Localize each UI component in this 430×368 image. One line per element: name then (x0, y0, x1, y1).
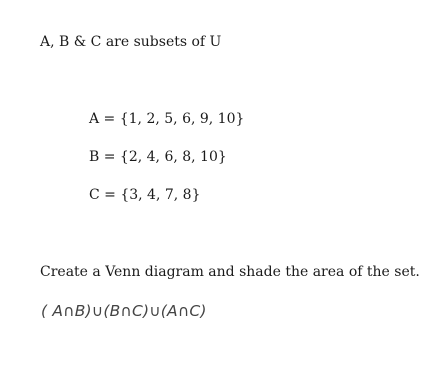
set-c-definition: C = {3, 4, 7, 8} (89, 187, 201, 203)
intro-text: A, B & C are subsets of U (40, 34, 222, 50)
set-expression: ( A∩B)∪(B∩C)∪(A∩C) (41, 302, 207, 320)
instruction-text: Create a Venn diagram and shade the area of the set. (40, 264, 420, 280)
set-a-definition: A = {1, 2, 5, 6, 9, 10} (89, 111, 245, 127)
set-b-definition: B = {2, 4, 6, 8, 10} (89, 149, 227, 165)
